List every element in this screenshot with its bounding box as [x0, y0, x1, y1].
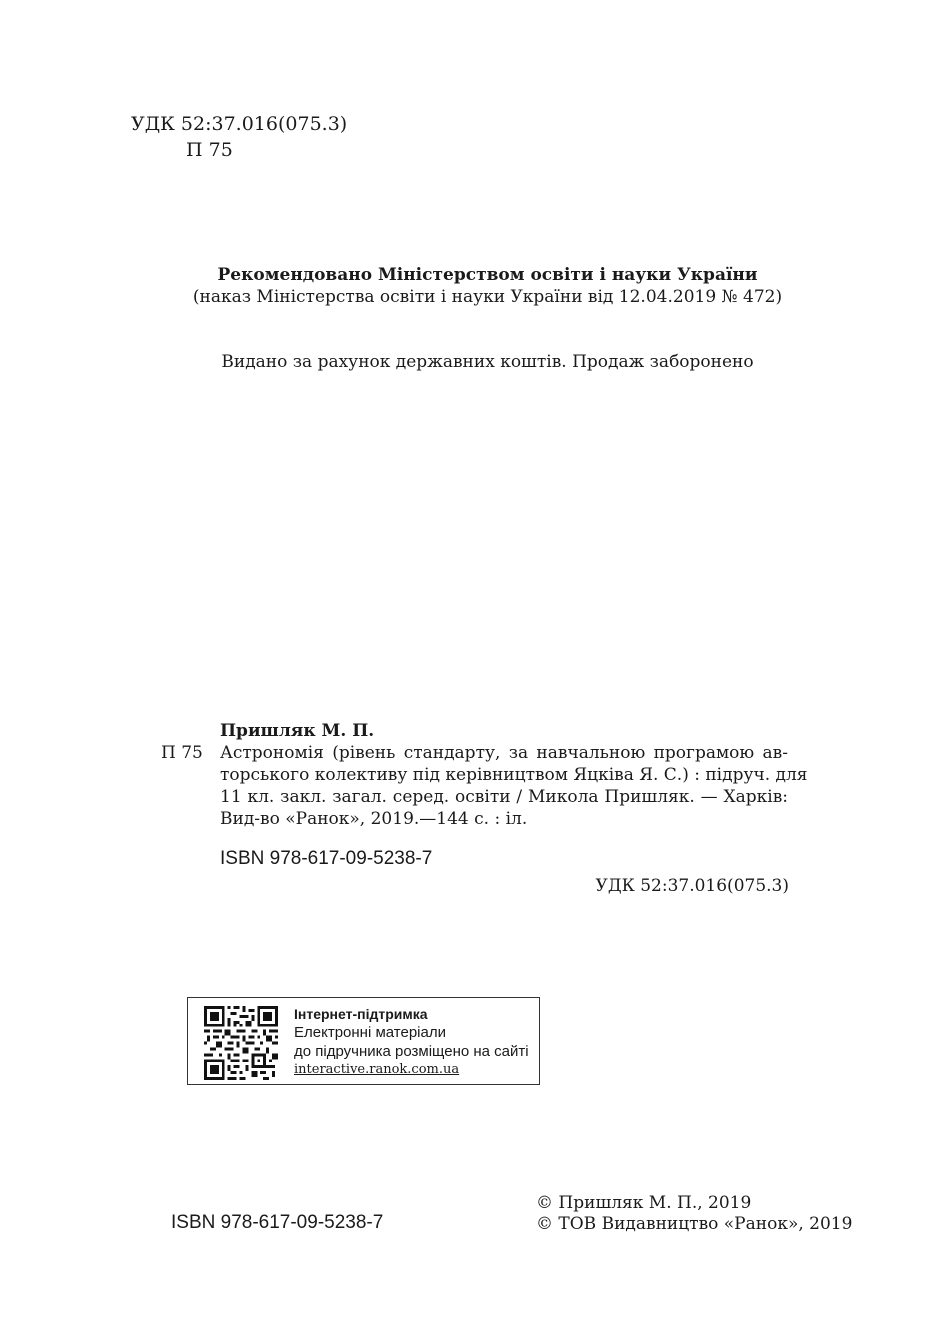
bib-line-2: торського колективу під керівництвом Яцківа Я. С.) : підруч. для — [220, 765, 808, 785]
bib-udk: УДК 52:37.016(075.3) — [595, 876, 789, 896]
bib-isbn: ISBN 978-617-09-5238-7 — [220, 848, 433, 869]
funding-note: Видано за рахунок державних коштів. Продаж заборонено — [221, 352, 754, 372]
internet-support-box — [187, 997, 540, 1085]
copyright-author: © Пришляк М. П., 2019 — [536, 1193, 752, 1213]
footer-isbn: ISBN 978-617-09-5238-7 — [171, 1212, 384, 1233]
ministry-recommendation: Рекомендовано Міністерством освіти і науки України — [217, 265, 758, 285]
author-index: П 75 — [186, 139, 233, 161]
support-url-link[interactable]: interactive.ranok.com.ua — [294, 1062, 460, 1077]
bib-line-1: Астрономія (рівень стандарту, за навчальною програмою ав- — [220, 743, 788, 763]
support-line-1: Електронні матеріали — [294, 1024, 446, 1041]
copyright-publisher: © ТОВ Видавництво «Ранок», 2019 — [536, 1214, 853, 1234]
bib-line-3: 11 кл. закл. загал. серед. освіти / Микола Пришляк. — Харків: — [220, 787, 788, 807]
ministry-order: (наказ Міністерства освіти і науки України від 12.04.2019 № 472) — [192, 287, 783, 307]
support-title: Інтернет-підтримка — [294, 1006, 428, 1022]
bib-author: Пришляк М. П. — [220, 721, 375, 741]
qr-code-icon[interactable] — [204, 1006, 278, 1080]
udk-code: УДК 52:37.016(075.3) — [131, 113, 348, 135]
support-line-2: до підручника розміщено на сайті — [294, 1043, 529, 1060]
bib-line-4: Вид-во «Ранок», 2019.—144 с. : іл. — [220, 809, 528, 829]
bib-index: П 75 — [161, 743, 203, 763]
